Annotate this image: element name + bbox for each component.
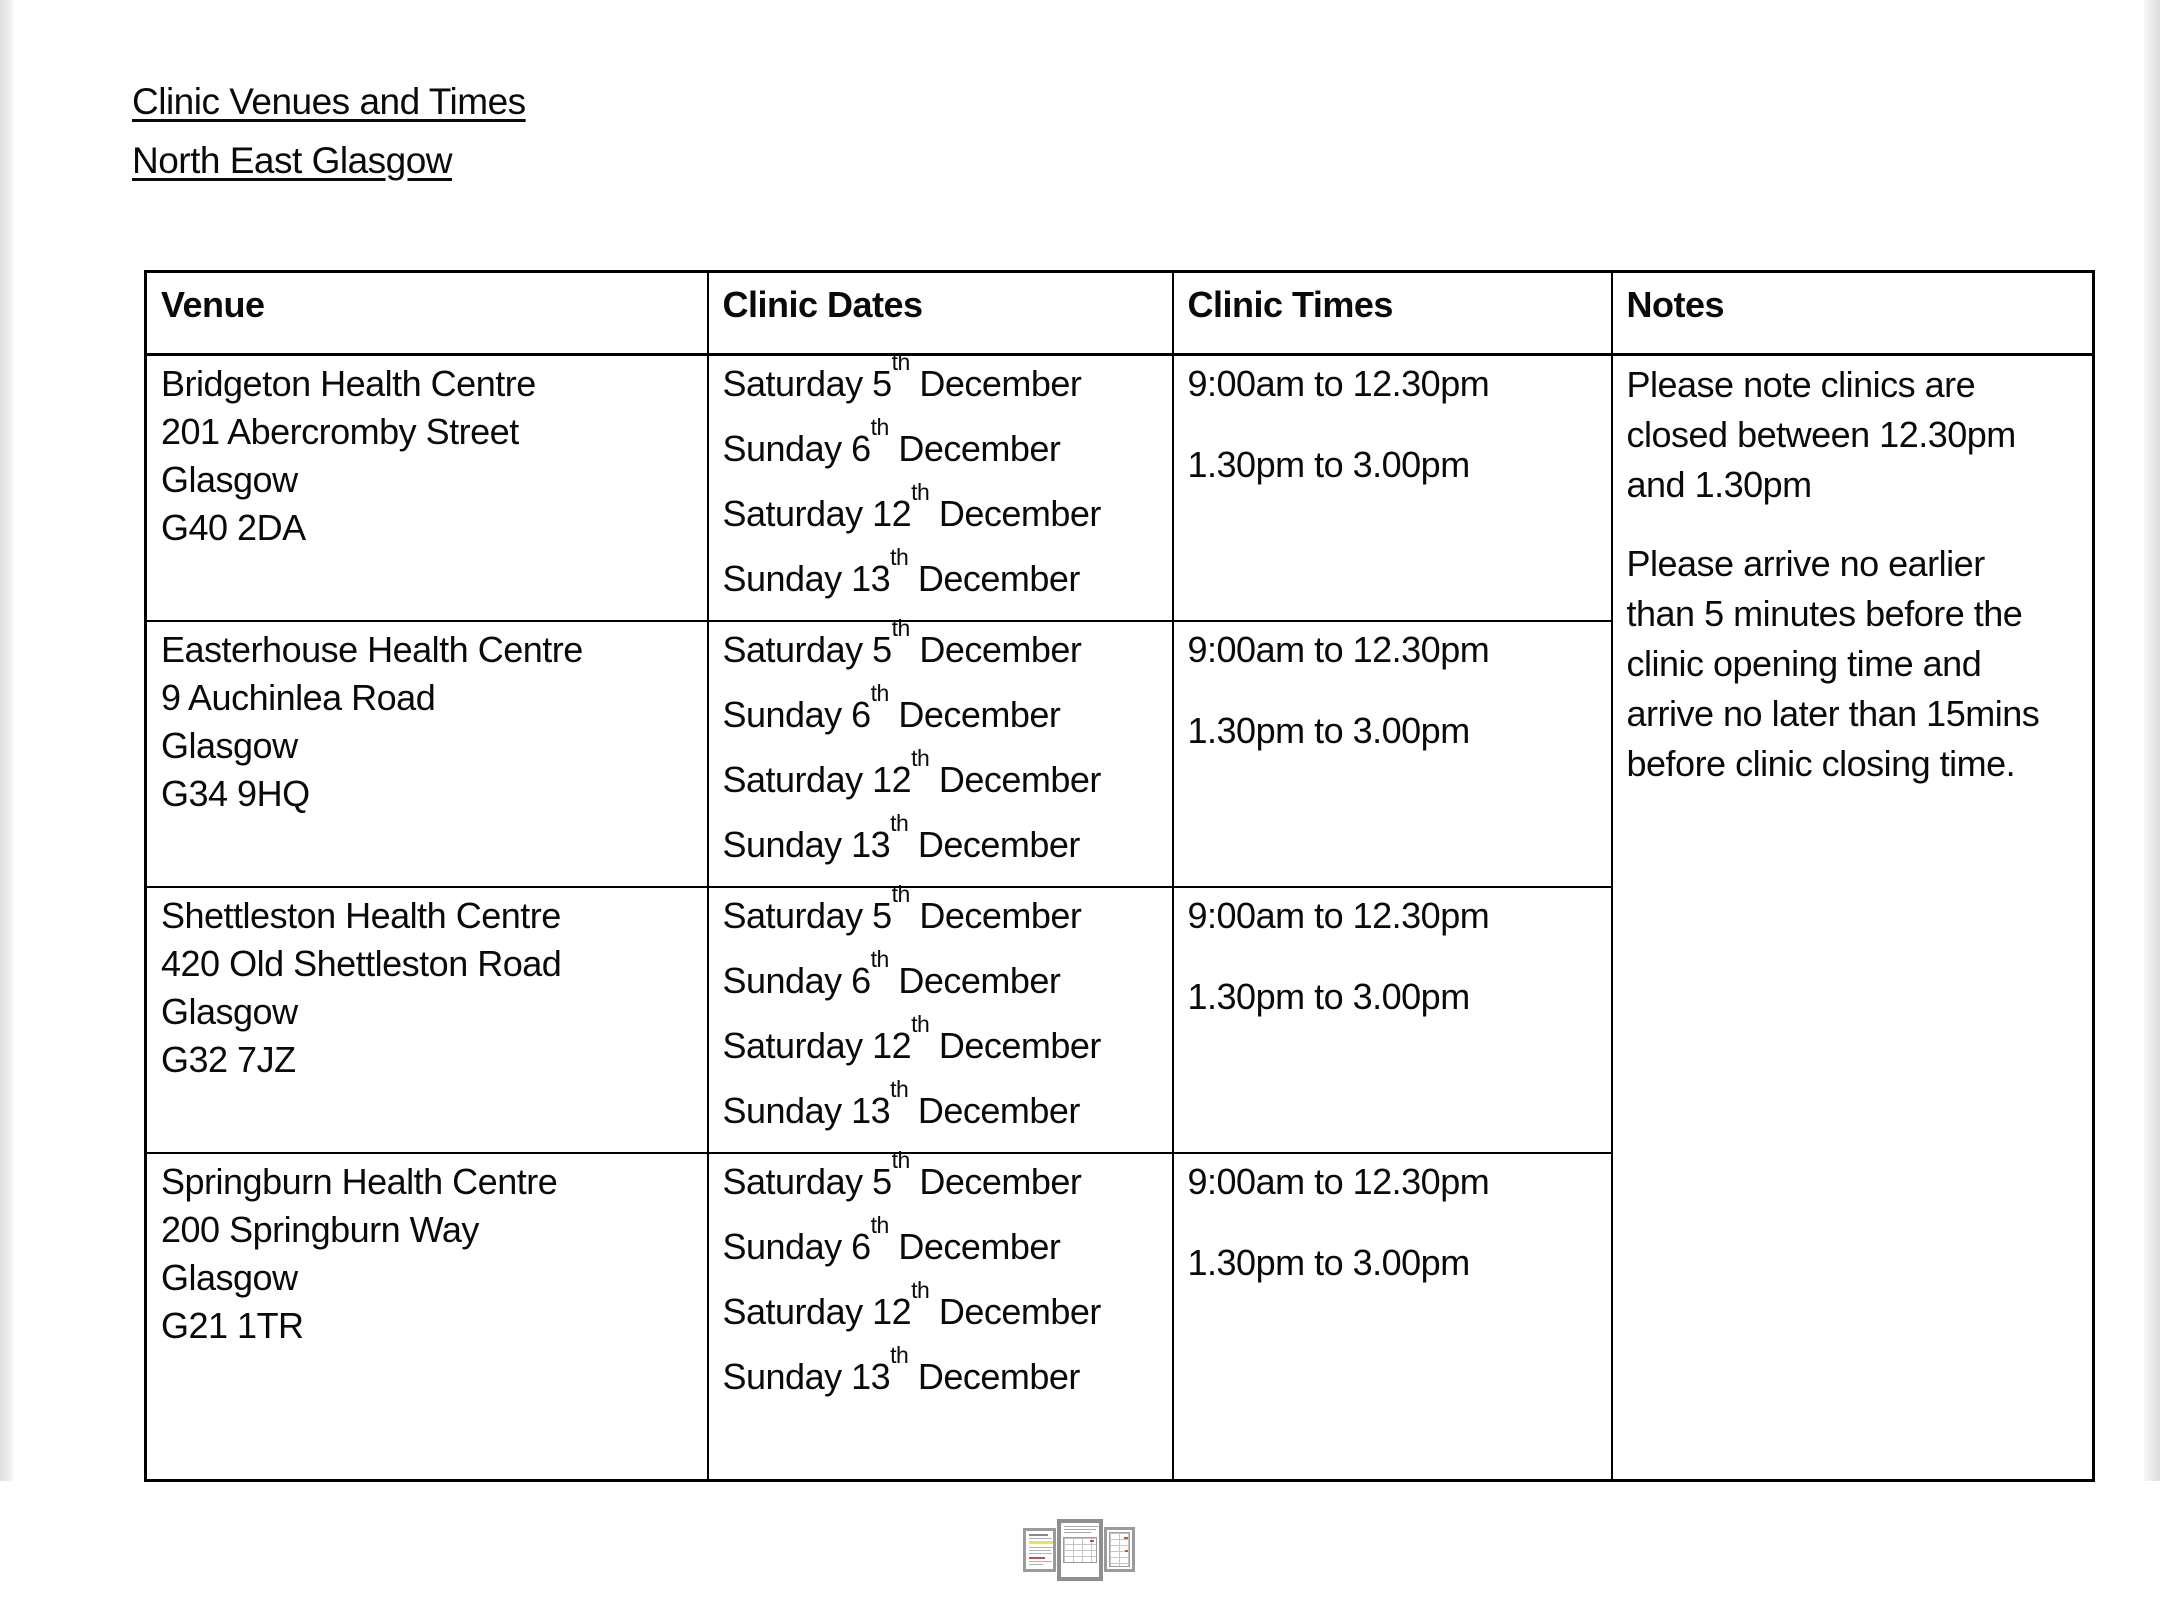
ordinal-suffix: th [870,680,889,706]
venue-cell [146,1153,708,1480]
date-month: December [888,428,1061,469]
thumbnail-orange-mark [1124,1537,1128,1539]
venue-postcode: G40 2DA [161,507,306,548]
clinic-date [722,1147,1158,1206]
clinic-times-cell [1173,887,1612,1153]
ordinal-suffix: th [911,745,930,771]
clinic-date [722,680,1158,739]
date-day: Sunday 6 [722,1226,871,1267]
venue-postcode: G21 1TR [161,1305,304,1346]
col-header-clinic-times: Clinic Times [1173,272,1612,355]
clinic-time-morning: 9:00am to 12.30pm [1187,629,1490,670]
venue-city: Glasgow [161,991,298,1032]
notes-cell [1612,355,2094,1481]
clinic-dates-cell [708,349,1173,622]
ordinal-suffix: th [891,881,910,907]
clinic-date [722,1011,1158,1070]
thumbnail-text-line [1029,1547,1053,1548]
notes-line: than 5 minutes before the [1626,593,2023,634]
thumbnail-text-line [1029,1564,1043,1565]
date-month: December [909,1161,1082,1202]
venue-city: Glasgow [161,725,298,766]
thumbnail-text-line [1064,1529,1096,1530]
clinic-date [722,544,1158,603]
thumbnail-text-line [1029,1550,1051,1551]
clinic-time-afternoon: 1.30pm to 3.00pm [1187,1242,1470,1283]
venue-postcode: G32 7JZ [161,1039,296,1080]
ordinal-suffix: th [911,1277,930,1303]
date-day: Saturday 12 [722,1025,912,1066]
date-month: December [909,363,1082,404]
ordinal-suffix: th [890,810,909,836]
clinic-date [722,1342,1158,1401]
date-day: Saturday 12 [722,493,912,534]
ordinal-suffix: th [870,414,889,440]
clinic-date [722,745,1158,804]
col-header-clinic-dates: Clinic Dates [708,272,1173,355]
clinic-date [722,615,1158,674]
ordinal-suffix: th [891,349,910,375]
notes-line: arrive no later than 15mins [1626,693,2040,734]
notes-line: clinic opening time and [1626,643,1982,684]
date-day: Sunday 13 [722,558,891,599]
date-day: Saturday 12 [722,759,912,800]
date-month: December [929,1025,1101,1066]
viewer-gutter-right [2144,0,2160,1481]
date-month: December [929,493,1101,534]
clinic-time-afternoon: 1.30pm to 3.00pm [1187,444,1470,485]
clinic-date [722,479,1158,538]
notes-line: before clinic closing time. [1626,743,2016,784]
venue-name: Springburn Health Centre [161,1161,558,1202]
date-day: Saturday 5 [722,1161,892,1202]
date-day: Saturday 5 [722,629,892,670]
notes-line: and 1.30pm [1626,464,1812,505]
date-month: December [888,960,1061,1001]
thumbnail-text-line [1064,1532,1091,1533]
clinic-time-morning: 9:00am to 12.30pm [1187,363,1490,404]
clinic-date [722,1212,1158,1271]
clinic-date [722,810,1158,869]
clinic-time-afternoon: 1.30pm to 3.00pm [1187,710,1470,751]
date-day: Sunday 6 [722,960,871,1001]
clinic-date [722,1076,1158,1135]
viewer-gutter-left [0,0,13,1481]
page-thumbnail-2-current[interactable] [1057,1519,1103,1581]
clinic-dates-cell [708,615,1173,887]
clinic-venues-table [144,270,2095,1482]
clinic-date [722,946,1158,1005]
clinic-date [722,1277,1158,1336]
date-day: Saturday 12 [722,1291,912,1332]
venue-name: Bridgeton Health Centre [161,363,536,404]
date-month: December [908,824,1080,865]
clinic-time-morning: 9:00am to 12.30pm [1187,895,1490,936]
date-month: December [909,629,1082,670]
date-month: December [908,1356,1080,1397]
page-thumbnail-1[interactable] [1023,1528,1056,1572]
document-subtitle: North East Glasgow [132,140,453,181]
date-month: December [909,895,1082,936]
thumbnail-highlight-line [1029,1541,1053,1544]
date-day: Sunday 13 [722,824,891,865]
document-title: Clinic Venues and Times [132,81,526,122]
clinic-date [722,881,1158,940]
notes-line: Please note clinics are [1626,364,1976,405]
venue-postcode: G34 9HQ [161,773,310,814]
notes-paragraph-2 [1627,539,2079,789]
clinic-time-afternoon: 1.30pm to 3.00pm [1187,976,1470,1017]
venue-city: Glasgow [161,1257,298,1298]
notes-line: closed between 12.30pm [1626,414,2016,455]
thumbnail-text-line [1064,1526,1098,1527]
venue-cell [146,621,708,887]
venue-street: 200 Springburn Way [161,1209,479,1250]
table-header-row [146,272,2094,355]
date-month: December [888,1226,1061,1267]
venue-cell [146,355,708,622]
date-day: Sunday 13 [722,1090,891,1131]
ordinal-suffix: th [890,544,909,570]
thumbnail-text-line [1029,1553,1052,1554]
date-month: December [908,1090,1080,1131]
thumbnail-text-line [1029,1561,1052,1562]
date-day: Sunday 6 [722,694,871,735]
clinic-times-cell [1173,621,1612,887]
date-day: Saturday 5 [722,363,892,404]
venue-street: 9 Auchinlea Road [161,677,436,718]
clinic-date [722,349,1158,408]
clinic-times-cell [1173,355,1612,622]
clinic-time-morning: 9:00am to 12.30pm [1187,1161,1490,1202]
thumbnail-orange-mark [1125,1550,1128,1552]
date-month: December [888,694,1061,735]
venue-street: 420 Old Shettleston Road [161,943,562,984]
venue-name: Shettleston Health Centre [161,895,561,936]
venue-street: 201 Abercromby Street [161,411,519,452]
thumbnail-red-text-line [1029,1557,1045,1559]
ordinal-suffix: th [890,1342,909,1368]
venue-city: Glasgow [161,459,298,500]
date-day: Sunday 13 [722,1356,891,1397]
date-month: December [929,759,1101,800]
date-month: December [929,1291,1101,1332]
thumbnail-text-line [1029,1538,1052,1539]
clinic-date [722,414,1158,473]
clinic-dates-cell [708,1147,1173,1480]
ordinal-suffix: th [870,1212,889,1238]
date-day: Sunday 6 [722,428,871,469]
thumbnail-text-line [1029,1534,1048,1536]
notes-paragraph-1 [1627,360,2079,510]
clinic-dates-cell [708,881,1173,1153]
ordinal-suffix: th [911,1011,930,1037]
table-row [146,355,2094,622]
clinic-times-cell [1173,1153,1612,1480]
notes-line: Please arrive no earlier [1626,543,1985,584]
ordinal-suffix: th [911,479,930,505]
page-thumbnail-3[interactable] [1104,1527,1135,1572]
ordinal-suffix: th [891,1147,910,1173]
venue-name: Easterhouse Health Centre [161,629,583,670]
ordinal-suffix: th [890,1076,909,1102]
date-month: December [908,558,1080,599]
thumbnail-red-mark [1090,1540,1094,1542]
ordinal-suffix: th [870,946,889,972]
col-header-venue: Venue [146,272,708,355]
date-day: Saturday 5 [722,895,892,936]
ordinal-suffix: th [891,615,910,641]
col-header-notes: Notes [1612,272,2094,355]
venue-cell [146,887,708,1153]
